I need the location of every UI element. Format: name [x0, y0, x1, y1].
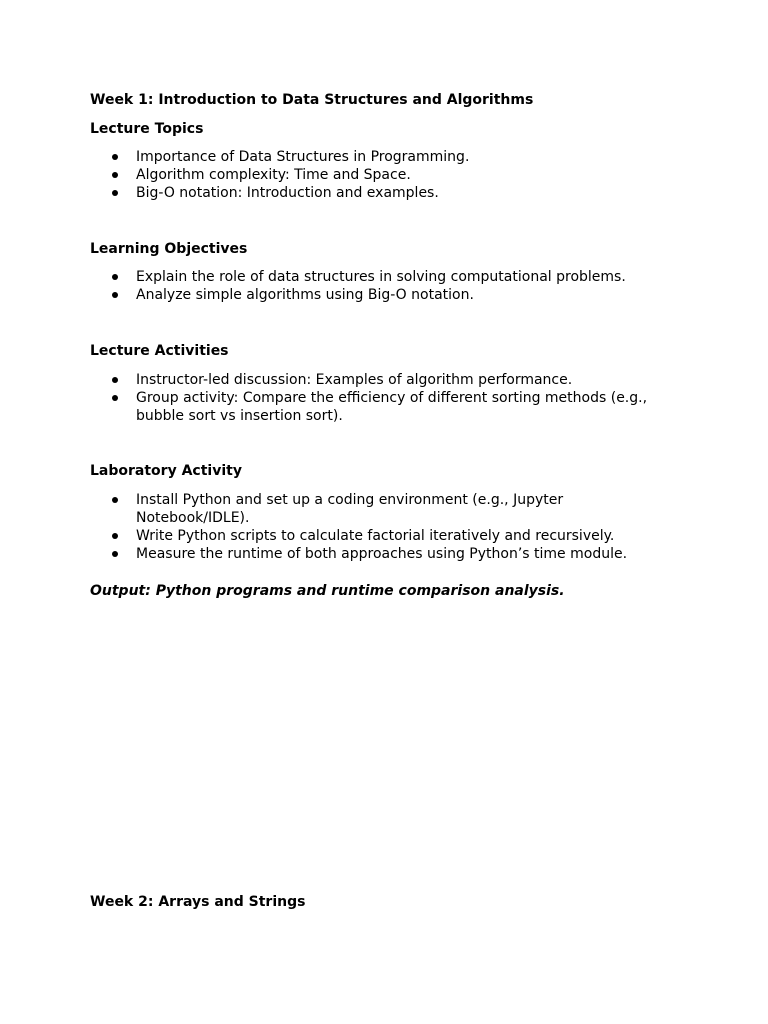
output-statement: Output: Python programs and runtime comparison analysis.	[90, 583, 565, 599]
list-item-text: Big-O notation: Introduction and examples.	[136, 185, 439, 201]
bullet-icon	[112, 497, 118, 503]
lecture-topics-heading: Lecture Topics	[90, 121, 204, 137]
bullet-icon	[112, 551, 118, 557]
list-item-text: Instructor-led discussion: Examples of algorithm performance.	[136, 372, 573, 388]
bullet-icon	[112, 292, 118, 298]
week2-title: Week 2: Arrays and Strings	[90, 894, 306, 910]
learning-objectives-heading: Learning Objectives	[90, 241, 248, 257]
lecture-topics-list	[0, 148, 768, 202]
lecture-activities-list	[0, 371, 768, 425]
bullet-icon	[112, 377, 118, 383]
list-item-text: Analyze simple algorithms using Big-O notation.	[136, 287, 474, 303]
list-item	[0, 148, 676, 166]
list-item	[0, 166, 676, 184]
laboratory-activity-list	[0, 491, 768, 563]
list-item-text: Install Python and set up a coding environment (e.g., Jupyter Notebook/IDLE).	[136, 492, 564, 526]
bullet-icon	[112, 190, 118, 196]
bullet-icon	[112, 172, 118, 178]
bullet-icon	[112, 533, 118, 539]
list-item-text: Group activity: Compare the efficiency of different sorting methods (e.g., bubble sort vs insertion sort).	[136, 390, 648, 424]
list-item	[0, 491, 676, 527]
list-item	[0, 268, 676, 286]
laboratory-activity-heading: Laboratory Activity	[90, 463, 242, 479]
bullet-icon	[112, 274, 118, 280]
list-item	[0, 545, 676, 563]
list-item-text: Algorithm complexity: Time and Space.	[136, 167, 411, 183]
list-item-text: Explain the role of data structures in solving computational problems.	[136, 269, 626, 285]
list-item	[0, 184, 676, 202]
lecture-activities-heading: Lecture Activities	[90, 343, 229, 359]
list-item	[0, 389, 676, 425]
bullet-icon	[112, 154, 118, 160]
week1-title: Week 1: Introduction to Data Structures and Algorithms	[90, 92, 534, 108]
bullet-icon	[112, 395, 118, 401]
list-item-text: Write Python scripts to calculate factorial iteratively and recursively.	[136, 528, 615, 544]
list-item-text: Importance of Data Structures in Programming.	[136, 149, 470, 165]
list-item	[0, 286, 676, 304]
learning-objectives-list	[0, 268, 768, 304]
list-item	[0, 527, 676, 545]
list-item-text: Measure the runtime of both approaches using Python’s time module.	[136, 546, 628, 562]
list-item	[0, 371, 676, 389]
